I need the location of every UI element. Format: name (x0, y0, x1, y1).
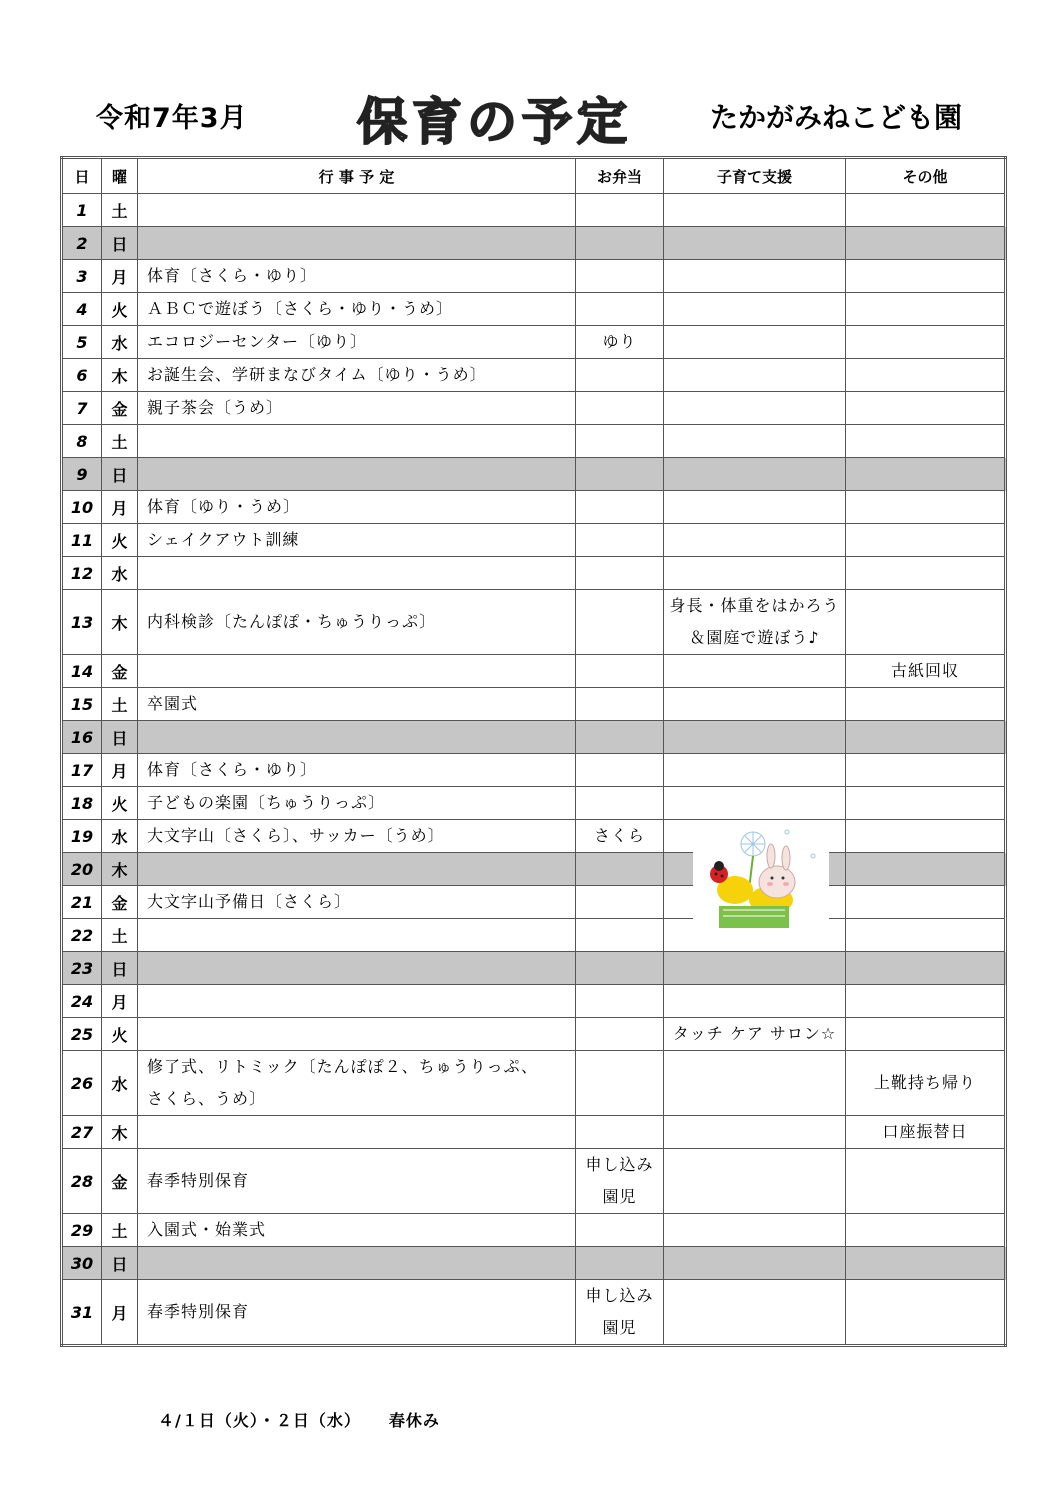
support-cell (664, 557, 846, 590)
events-cell (138, 194, 576, 227)
other-cell (846, 952, 1006, 985)
table-row (62, 754, 1006, 787)
table-row (62, 227, 1006, 260)
dow-cell: 土 (102, 919, 138, 952)
bento-cell (576, 590, 664, 655)
support-cell: 身長・体重をはかろう ＆園庭で遊ぼう♪ (664, 590, 846, 655)
support-cell (664, 491, 846, 524)
other-cell (846, 853, 1006, 886)
day-cell: 19 (62, 820, 102, 853)
table-row (62, 886, 1006, 919)
day-cell: 31 (62, 1280, 102, 1346)
other-cell (846, 491, 1006, 524)
dow-cell: 土 (102, 194, 138, 227)
day-cell: 22 (62, 919, 102, 952)
dow-cell: 金 (102, 886, 138, 919)
support-cell (664, 194, 846, 227)
support-cell (664, 227, 846, 260)
footer-dates: ４/１日（火）・２日（水） (158, 1411, 361, 1430)
other-cell (846, 754, 1006, 787)
table-row (62, 425, 1006, 458)
ladybug-rabbit-dandelion-icon (693, 828, 829, 938)
table-row (62, 655, 1006, 688)
support-cell (664, 1116, 846, 1149)
day-cell: 17 (62, 754, 102, 787)
dow-cell: 火 (102, 524, 138, 557)
dow-cell: 土 (102, 688, 138, 721)
support-cell (664, 952, 846, 985)
other-cell (846, 1280, 1006, 1346)
events-cell (138, 853, 576, 886)
day-cell: 18 (62, 787, 102, 820)
support-cell (664, 787, 846, 820)
day-cell: 7 (62, 392, 102, 425)
table-row (62, 853, 1006, 886)
day-cell: 21 (62, 886, 102, 919)
support-cell (664, 425, 846, 458)
dow-cell: 火 (102, 787, 138, 820)
support-cell (664, 1214, 846, 1247)
page-title: 保育の予定 (357, 92, 632, 151)
dow-cell: 水 (102, 820, 138, 853)
events-cell (138, 952, 576, 985)
other-cell (846, 425, 1006, 458)
bento-cell (576, 359, 664, 392)
dow-cell: 水 (102, 326, 138, 359)
support-cell (664, 293, 846, 326)
school-name: たかがみねこども園 (710, 101, 963, 134)
other-cell (846, 590, 1006, 655)
events-cell: 子どもの楽園〔ちゅうりっぷ〕 (138, 787, 576, 820)
day-cell: 9 (62, 458, 102, 491)
other-cell: 上靴持ち帰り (846, 1051, 1006, 1116)
other-cell (846, 985, 1006, 1018)
col-header-events: 行 事 予 定 (138, 158, 576, 194)
table-row (62, 985, 1006, 1018)
table-row (62, 820, 1006, 853)
table-row (62, 919, 1006, 952)
dow-cell: 金 (102, 392, 138, 425)
bento-cell (576, 1214, 664, 1247)
day-cell: 29 (62, 1214, 102, 1247)
bento-cell (576, 655, 664, 688)
day-cell: 1 (62, 194, 102, 227)
events-cell: シェイクアウト訓練 (138, 524, 576, 557)
events-cell: お誕生会、学研まなびタイム〔ゆり・うめ〕 (138, 359, 576, 392)
other-cell (846, 293, 1006, 326)
table-row (62, 1018, 1006, 1051)
table-row (62, 392, 1006, 425)
page-header (0, 86, 1058, 156)
other-cell: 口座振替日 (846, 1116, 1006, 1149)
bento-cell (576, 1247, 664, 1280)
other-cell (846, 194, 1006, 227)
other-cell (846, 458, 1006, 491)
table-row (62, 524, 1006, 557)
other-cell (846, 1018, 1006, 1051)
table-row (62, 458, 1006, 491)
footer-note (158, 1408, 440, 1431)
bento-cell: 申し込み 園児 (576, 1280, 664, 1346)
day-cell: 12 (62, 557, 102, 590)
dow-cell: 月 (102, 1280, 138, 1346)
table-row (62, 326, 1006, 359)
bento-cell (576, 293, 664, 326)
other-cell (846, 326, 1006, 359)
events-cell (138, 655, 576, 688)
dow-cell: 木 (102, 853, 138, 886)
support-cell: タッチ ケア サロン☆ (664, 1018, 846, 1051)
day-cell: 16 (62, 721, 102, 754)
support-cell (664, 688, 846, 721)
dow-cell: 月 (102, 754, 138, 787)
events-cell: 内科検診〔たんぽぽ・ちゅうりっぷ〕 (138, 590, 576, 655)
support-cell (664, 392, 846, 425)
events-cell: 体育〔ゆり・うめ〕 (138, 491, 576, 524)
col-header-day: 日 (62, 158, 102, 194)
support-cell (664, 1247, 846, 1280)
dow-cell: 火 (102, 293, 138, 326)
other-cell (846, 392, 1006, 425)
support-cell (664, 754, 846, 787)
events-cell: 修了式、リトミック〔たんぽぽ２、ちゅうりっぷ、 さくら、うめ〕 (138, 1051, 576, 1116)
support-cell (664, 721, 846, 754)
events-cell (138, 425, 576, 458)
table-header-row (62, 158, 1006, 194)
bento-cell (576, 853, 664, 886)
events-cell (138, 557, 576, 590)
events-cell (138, 721, 576, 754)
day-cell: 6 (62, 359, 102, 392)
other-cell (846, 1149, 1006, 1214)
bento-cell (576, 919, 664, 952)
schedule-table (60, 156, 1007, 1347)
table-row (62, 1051, 1006, 1116)
table-row (62, 1149, 1006, 1214)
other-cell (846, 721, 1006, 754)
bento-cell (576, 227, 664, 260)
other-cell (846, 260, 1006, 293)
events-cell: 春季特別保育 (138, 1149, 576, 1214)
bento-cell: 申し込み 園児 (576, 1149, 664, 1214)
table-row (62, 688, 1006, 721)
col-header-other: その他 (846, 158, 1006, 194)
table-row (62, 293, 1006, 326)
day-cell: 28 (62, 1149, 102, 1214)
bento-cell (576, 754, 664, 787)
events-cell: ＡＢＣで遊ぼう〔さくら・ゆり・うめ〕 (138, 293, 576, 326)
day-cell: 23 (62, 952, 102, 985)
support-cell (664, 326, 846, 359)
day-cell: 11 (62, 524, 102, 557)
dow-cell: 金 (102, 1149, 138, 1214)
dow-cell: 日 (102, 952, 138, 985)
day-cell: 15 (62, 688, 102, 721)
dow-cell: 水 (102, 557, 138, 590)
table-row (62, 721, 1006, 754)
table-row (62, 194, 1006, 227)
day-cell: 8 (62, 425, 102, 458)
dow-cell: 木 (102, 1116, 138, 1149)
support-cell (664, 1051, 846, 1116)
other-cell: 古紙回収 (846, 655, 1006, 688)
col-header-dow: 曜 (102, 158, 138, 194)
day-cell: 30 (62, 1247, 102, 1280)
day-cell: 13 (62, 590, 102, 655)
dow-cell: 月 (102, 260, 138, 293)
bento-cell (576, 458, 664, 491)
day-cell: 14 (62, 655, 102, 688)
table-row (62, 590, 1006, 655)
col-header-bento: お弁当 (576, 158, 664, 194)
other-cell (846, 524, 1006, 557)
events-cell (138, 919, 576, 952)
events-cell: エコロジーセンター〔ゆり〕 (138, 326, 576, 359)
bento-cell (576, 952, 664, 985)
table-row (62, 260, 1006, 293)
bento-cell (576, 1051, 664, 1116)
dow-cell: 木 (102, 590, 138, 655)
table-row (62, 787, 1006, 820)
bento-cell (576, 1116, 664, 1149)
footer-label: 春休み (388, 1411, 440, 1430)
other-cell (846, 787, 1006, 820)
other-cell (846, 1214, 1006, 1247)
col-header-support: 子育て支援 (664, 158, 846, 194)
bento-cell (576, 491, 664, 524)
dow-cell: 日 (102, 227, 138, 260)
table-row (62, 1214, 1006, 1247)
support-cell (664, 359, 846, 392)
day-cell: 2 (62, 227, 102, 260)
dow-cell: 月 (102, 491, 138, 524)
table-row (62, 1116, 1006, 1149)
other-cell (846, 557, 1006, 590)
day-cell: 24 (62, 985, 102, 1018)
dow-cell: 日 (102, 1247, 138, 1280)
day-cell: 25 (62, 1018, 102, 1051)
day-cell: 5 (62, 326, 102, 359)
events-cell (138, 458, 576, 491)
table-row (62, 952, 1006, 985)
day-cell: 27 (62, 1116, 102, 1149)
bento-cell (576, 194, 664, 227)
events-cell: 卒園式 (138, 688, 576, 721)
dow-cell: 日 (102, 458, 138, 491)
support-cell (664, 524, 846, 557)
events-cell: 体育〔さくら・ゆり〕 (138, 260, 576, 293)
bento-cell (576, 425, 664, 458)
day-cell: 10 (62, 491, 102, 524)
bento-cell (576, 721, 664, 754)
bento-cell (576, 886, 664, 919)
support-cell (664, 1280, 846, 1346)
dow-cell: 月 (102, 985, 138, 1018)
era-month: 令和7年3月 (96, 103, 248, 134)
events-cell (138, 985, 576, 1018)
support-cell (664, 985, 846, 1018)
bento-cell (576, 524, 664, 557)
day-cell: 4 (62, 293, 102, 326)
bento-cell (576, 392, 664, 425)
events-cell (138, 1018, 576, 1051)
dow-cell: 土 (102, 1214, 138, 1247)
events-cell: 大文字山〔さくら〕、サッカー〔うめ〕 (138, 820, 576, 853)
events-cell: 親子茶会〔うめ〕 (138, 392, 576, 425)
dow-cell: 木 (102, 359, 138, 392)
events-cell (138, 227, 576, 260)
table-row (62, 359, 1006, 392)
events-cell: 入園式・始業式 (138, 1214, 576, 1247)
table-row (62, 557, 1006, 590)
dow-cell: 日 (102, 721, 138, 754)
dow-cell: 金 (102, 655, 138, 688)
table-row (62, 491, 1006, 524)
support-cell (664, 458, 846, 491)
events-cell: 体育〔さくら・ゆり〕 (138, 754, 576, 787)
support-cell (664, 655, 846, 688)
other-cell (846, 688, 1006, 721)
table-row (62, 1247, 1006, 1280)
bento-cell: ゆり (576, 326, 664, 359)
bento-cell (576, 688, 664, 721)
other-cell (846, 359, 1006, 392)
events-cell (138, 1116, 576, 1149)
bento-cell: さくら (576, 820, 664, 853)
table-row (62, 1280, 1006, 1346)
bento-cell (576, 787, 664, 820)
other-cell (846, 227, 1006, 260)
day-cell: 20 (62, 853, 102, 886)
dow-cell: 火 (102, 1018, 138, 1051)
other-cell (846, 886, 1006, 919)
dow-cell: 土 (102, 425, 138, 458)
day-cell: 26 (62, 1051, 102, 1116)
other-cell (846, 919, 1006, 952)
bento-cell (576, 985, 664, 1018)
events-cell: 春季特別保育 (138, 1280, 576, 1346)
support-cell (664, 260, 846, 293)
events-cell: 大文字山予備日〔さくら〕 (138, 886, 576, 919)
day-cell: 3 (62, 260, 102, 293)
events-cell (138, 1247, 576, 1280)
other-cell (846, 820, 1006, 853)
bento-cell (576, 557, 664, 590)
support-cell (664, 1149, 846, 1214)
bento-cell (576, 260, 664, 293)
dow-cell: 水 (102, 1051, 138, 1116)
other-cell (846, 1247, 1006, 1280)
bento-cell (576, 1018, 664, 1051)
